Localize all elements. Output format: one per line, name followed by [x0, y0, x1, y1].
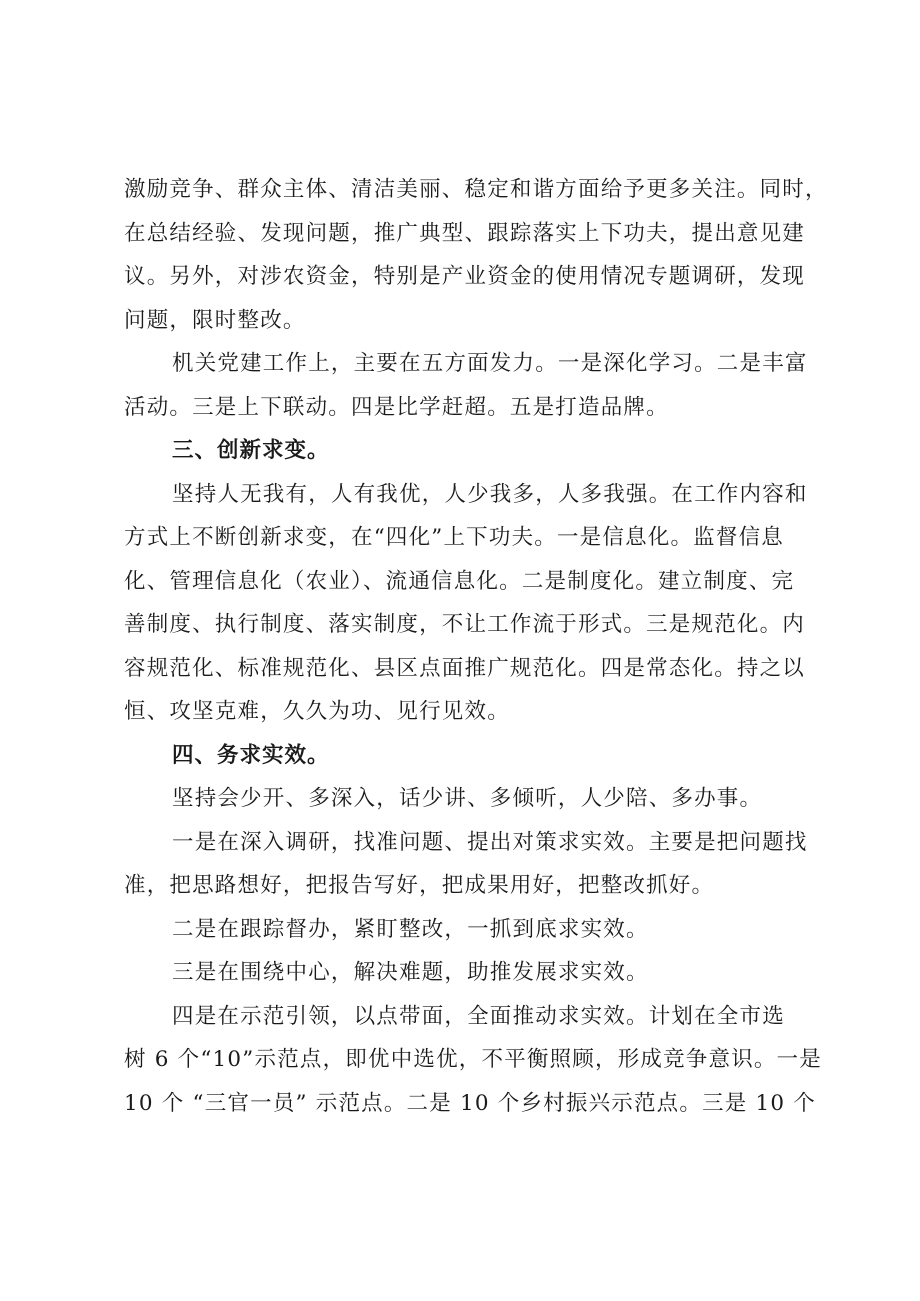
paragraph-line: 机关党建工作上，主要在五方面发力。一是深化学习。二是丰富 [172, 351, 808, 376]
paragraph-line: 四是在示范引领，以点带面，全面推动求实效。计划在全市选 [172, 1003, 785, 1029]
paragraph-line: 议。另外，对涉农资金，特别是产业资金的使用情况专题调研，发现 [124, 264, 806, 289]
paragraph-line: 一是在深入调研，找准问题、提出对策求实效。主要是把问题找 [172, 829, 808, 855]
paragraph-line: 善制度、执行制度、落实制度，不让工作流于形式。三是规范化。内 [124, 612, 806, 637]
paragraph-line: 坚持人无我有，人有我优，人少我多，人多我强。在工作内容和 [172, 481, 808, 507]
paragraph-line: 树 6 个“10”示范点，即优中选优，不平衡照顾，形成竞争意识。一是 [124, 1047, 822, 1072]
paragraph-line: 三是在围绕中心，解决难题，助推发展求实效。 [172, 960, 649, 985]
document-body [124, 168, 828, 1125]
paragraph-line: 恒、攻坚克难，久久为功、见行见效。 [124, 699, 510, 724]
paragraph-line: 容规范化、标准规范化、县区点面推广规范化。四是常态化。持之以 [124, 655, 806, 681]
paragraph-line: 二是在跟踪督办，紧盯整改，一抓到底求实效。 [172, 916, 649, 942]
paragraph-line: 方式上不断创新求变，在“四化”上下功夫。一是信息化。监督信息 [124, 525, 784, 550]
paragraph-line: 10 个 “三官一员” 示范点。二是 10 个乡村振兴示范点。三是 10 个 [124, 1090, 816, 1116]
paragraph-line: 坚持会少开、多深入，话少讲、多倾听，人少陪、多办事。 [172, 786, 763, 811]
paragraph-line: 准，把思路想好，把报告写好，把成果用好，把整改抓好。 [124, 873, 715, 898]
paragraph-line: 问题，限时整改。 [124, 307, 306, 333]
paragraph-line: 在总结经验、发现问题，推广典型、跟踪落实上下功夫，提出意见建 [124, 220, 806, 246]
section-heading: 四、务求实效。 [172, 742, 330, 768]
paragraph-line: 活动。三是上下联动。四是比学赶超。五是打造品牌。 [124, 394, 669, 420]
section-heading: 三、创新求变。 [172, 438, 330, 463]
paragraph-line: 激励竞争、群众主体、清洁美丽、稳定和谐方面给予更多关注。同时， [124, 177, 828, 202]
paragraph-line: 化、管理信息化（农业）、流通信息化。二是制度化。建立制度、完 [124, 568, 795, 594]
